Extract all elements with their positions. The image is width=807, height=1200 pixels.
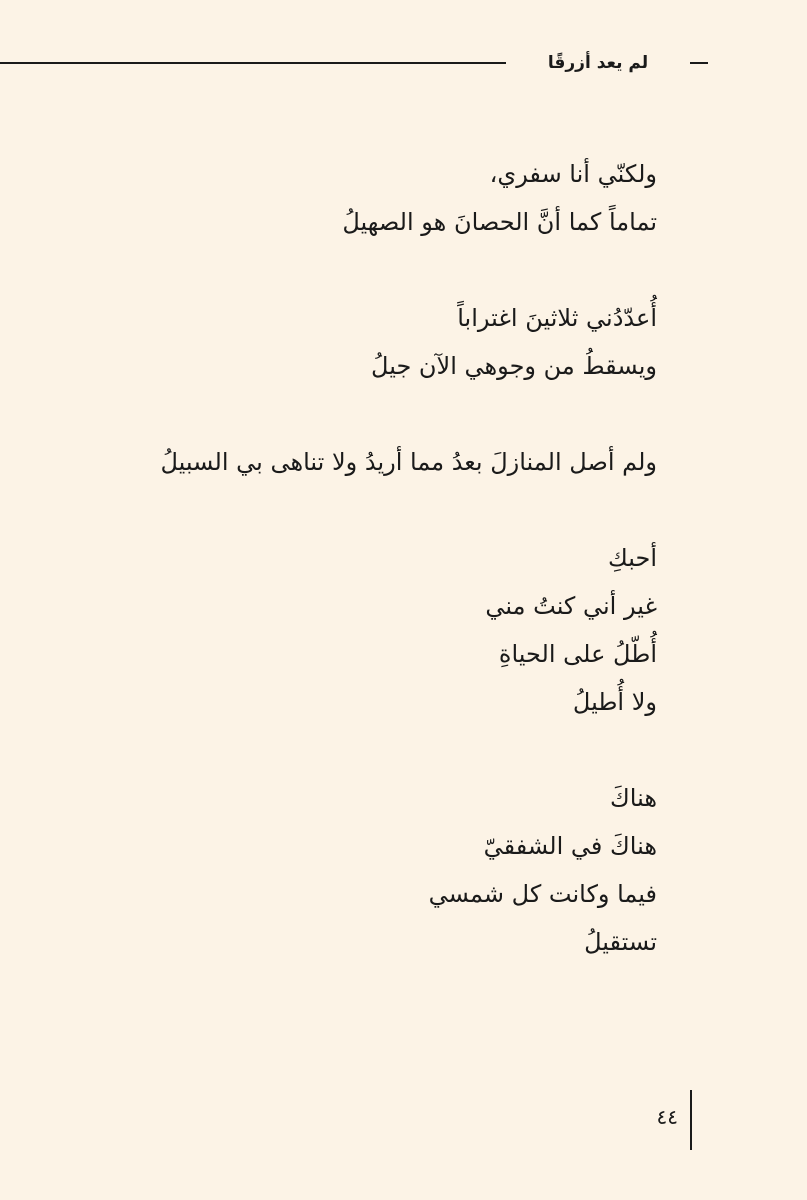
page-number: ٤٤ [656,1105,678,1129]
verse-line: ولم أصل المنازلَ بعدُ مما أريدُ ولا تناهى بي السبيلُ [160,448,657,476]
stanza-4 [57,534,657,726]
verse-line: تستقيلُ [584,928,657,956]
stanza-2 [57,294,657,390]
running-header [0,48,710,78]
verse-line: غير أني كنتُ مني [485,592,657,620]
book-title: لم يعد أزرقًا [547,53,649,73]
header-rule-right [690,62,708,64]
stanza-1 [57,150,657,246]
stanza-gap [57,390,657,438]
verse-line: تماماً كما أنَّ الحصانَ هو الصهيلُ [342,208,657,236]
verse-line: ولكنّي أنا سفري، [489,160,657,188]
verse-line: هناكَ [610,784,657,812]
stanza-gap [57,246,657,294]
verse-line: أُعدّدُني ثلاثينَ اغتراباً [457,304,657,332]
header-rule-left [0,62,506,64]
footer-rule [690,1090,692,1150]
verse-line: هناكَ في الشفقيّ [483,832,657,860]
poem [57,150,657,966]
page-footer [620,1090,700,1152]
verse-line: ولا أُطيلُ [572,688,657,716]
stanza-3 [57,438,657,486]
verse-line: فيما وكانت كل شمسي [428,880,657,908]
verse-line: أُطّلُ على الحياةِ [498,640,657,668]
stanza-5 [57,774,657,966]
stanza-gap [57,726,657,774]
verse-line: ويسقطُ من وجوهي الآن جيلُ [371,352,657,380]
verse-line: أحبكِ [608,544,657,572]
stanza-gap [57,486,657,534]
